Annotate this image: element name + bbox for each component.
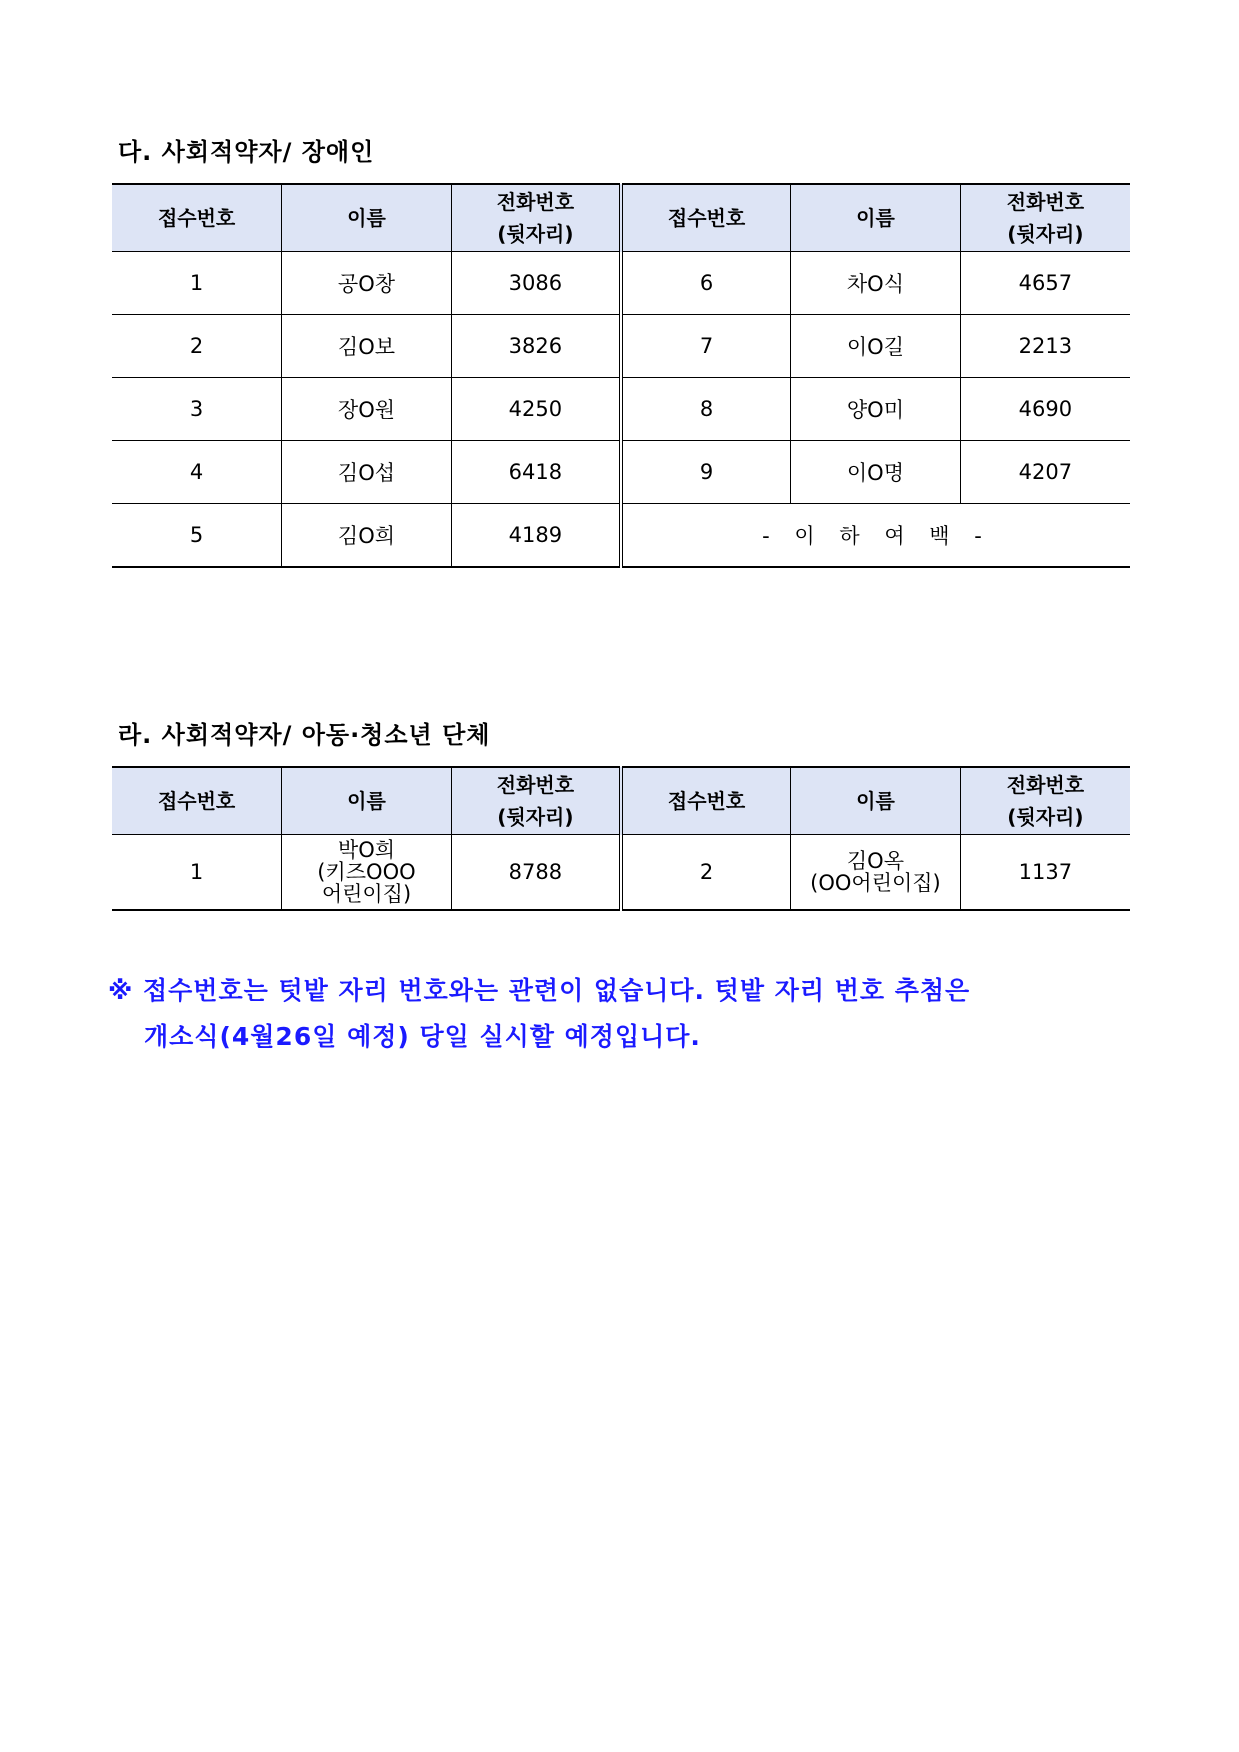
cell-name: 김O섭	[282, 441, 452, 504]
cell-name	[791, 835, 961, 911]
header-name: 이름	[282, 767, 452, 835]
header-phone-line2: (뒷자리)	[1007, 222, 1084, 246]
cell-phone: 4690	[960, 378, 1130, 441]
table-row	[112, 252, 1130, 315]
cell-name-line1: 박O희	[337, 838, 396, 862]
table-header-row	[112, 767, 1130, 835]
table-row	[112, 441, 1130, 504]
section-title-youth-groups: 라. 사회적약자/ 아동·청소년 단체	[118, 721, 491, 749]
cell-name: 이O명	[791, 441, 961, 504]
table-header-row	[112, 184, 1130, 252]
cell-name: 이O길	[791, 315, 961, 378]
cell-phone: 3826	[451, 315, 621, 378]
header-receipt-number: 접수번호	[621, 767, 791, 835]
cell-phone: 2213	[960, 315, 1130, 378]
header-phone-line2: (뒷자리)	[1007, 805, 1084, 829]
cell-name-line3: 어린이집)	[321, 882, 412, 906]
cell-name: 양O미	[791, 378, 961, 441]
cell-name: 차O식	[791, 252, 961, 315]
cell-phone: 1137	[960, 835, 1130, 911]
header-phone-line1: 전화번호	[496, 773, 575, 797]
cell-receipt-number: 1	[112, 252, 282, 315]
cell-receipt-number: 9	[621, 441, 791, 504]
cell-receipt-number: 3	[112, 378, 282, 441]
notice-line1: ※ 접수번호는 텃밭 자리 번호와는 관련이 없습니다. 텃밭 자리 번호 추첨은	[108, 976, 971, 1005]
cell-receipt-number: 2	[621, 835, 791, 911]
cell-phone: 6418	[451, 441, 621, 504]
header-name: 이름	[791, 184, 961, 252]
cell-phone: 4189	[451, 504, 621, 568]
cell-name	[282, 835, 452, 911]
section-title-disabled: 다. 사회적약자/ 장애인	[118, 138, 375, 166]
cell-name-line1: 김O옥	[846, 849, 904, 873]
table-row	[112, 504, 1130, 568]
header-receipt-number: 접수번호	[112, 767, 282, 835]
cell-phone: 8788	[451, 835, 621, 911]
header-phone-line1: 전화번호	[1006, 773, 1085, 797]
header-phone-line1: 전화번호	[496, 190, 575, 214]
registration-table-disabled	[112, 183, 1130, 568]
header-phone-line1: 전화번호	[1006, 190, 1085, 214]
cell-name-line2: (OO어린이집)	[810, 871, 941, 895]
cell-name-line2: (키즈OOO	[317, 860, 416, 884]
cell-receipt-number: 6	[621, 252, 791, 315]
header-phone-line2: (뒷자리)	[497, 805, 574, 829]
cell-phone: 3086	[451, 252, 621, 315]
header-name: 이름	[282, 184, 452, 252]
cell-receipt-number: 1	[112, 835, 282, 911]
cell-receipt-number: 4	[112, 441, 282, 504]
cell-phone: 4250	[451, 378, 621, 441]
blank-remainder-note: - 이 하 여 백 -	[621, 504, 1130, 568]
header-phone	[960, 767, 1130, 835]
cell-receipt-number: 2	[112, 315, 282, 378]
header-phone	[960, 184, 1130, 252]
cell-name: 공O창	[282, 252, 452, 315]
table-row	[112, 315, 1130, 378]
cell-phone: 4657	[960, 252, 1130, 315]
cell-name: 장O원	[282, 378, 452, 441]
header-receipt-number: 접수번호	[621, 184, 791, 252]
cell-name: 김O보	[282, 315, 452, 378]
cell-receipt-number: 7	[621, 315, 791, 378]
notice-line2: 개소식(4월26일 예정) 당일 실시할 예정입니다.	[144, 1022, 701, 1051]
header-receipt-number: 접수번호	[112, 184, 282, 252]
cell-receipt-number: 8	[621, 378, 791, 441]
header-name: 이름	[791, 767, 961, 835]
header-phone-line2: (뒷자리)	[497, 222, 574, 246]
cell-name: 김O희	[282, 504, 452, 568]
lottery-notice	[108, 968, 970, 1060]
table-row	[112, 378, 1130, 441]
cell-phone: 4207	[960, 441, 1130, 504]
header-phone	[451, 184, 621, 252]
registration-table-youth-groups	[112, 766, 1130, 911]
cell-receipt-number: 5	[112, 504, 282, 568]
table-row	[112, 835, 1130, 911]
header-phone	[451, 767, 621, 835]
